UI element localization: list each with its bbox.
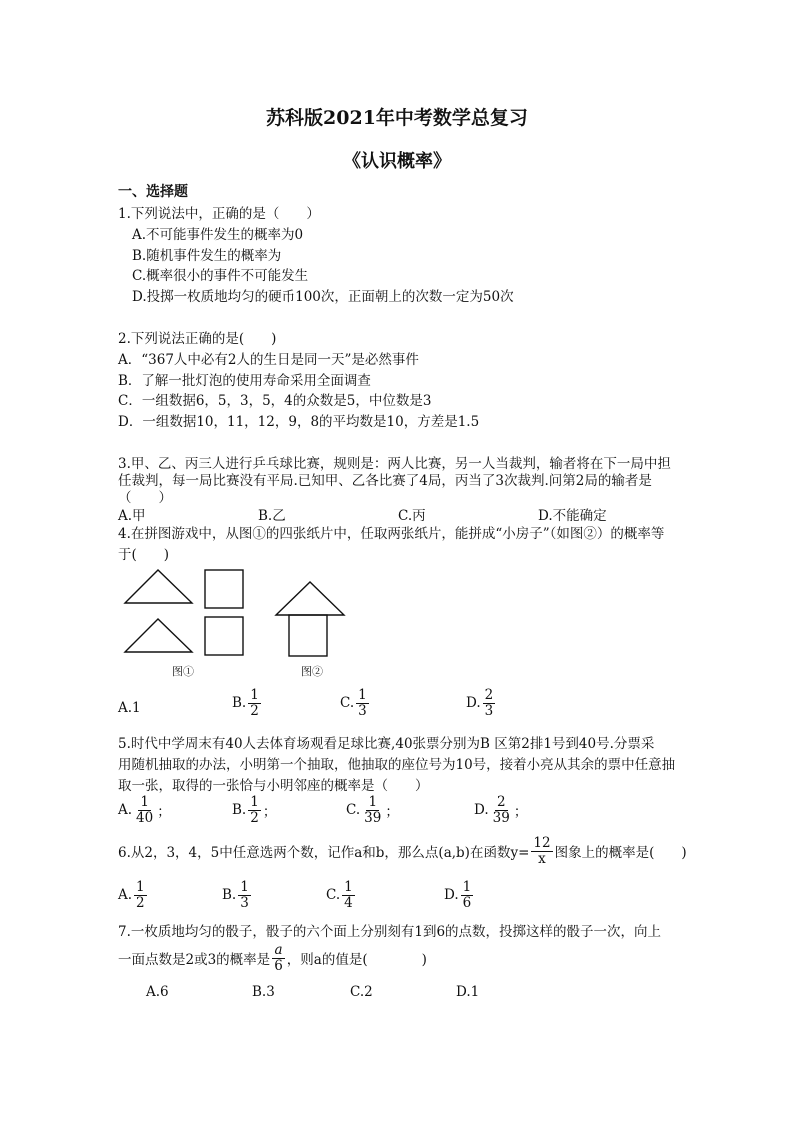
fraction: $\frac{1}{3}$ <box>240 879 249 911</box>
fraction: $\frac{1}{3}$ <box>358 687 367 719</box>
figure-1-caption: 图① <box>172 665 194 678</box>
q7-option-a: A.6 <box>146 984 169 1000</box>
q5-option-b: B. $\frac{1}{2}$ ； <box>232 794 277 826</box>
q6-option-b: B. $\frac{1}{3}$ <box>222 879 249 911</box>
fraction: $\frac{1}{39}$ <box>364 794 382 826</box>
q4-option-d: D. $\frac{2}{3}$ <box>466 687 494 719</box>
q4-option-a: A.1 <box>118 700 141 716</box>
q3-line-2: 任裁判，每一局比赛没有平局.已知甲、乙各比赛了4局，丙当了3次裁判.问第2局的输者是 <box>118 473 652 489</box>
fraction: $\frac{1}{6}$ <box>462 879 472 911</box>
fraction: $\frac{1}{2}$ <box>250 794 259 826</box>
q1-option-c: C.概率很小的事件不可能发生 <box>132 268 309 284</box>
fraction: $\frac{2}{3}$ <box>484 687 494 719</box>
q2-option-b: B．了解一批灯泡的使用寿命采用全面调查 <box>118 373 371 389</box>
page-title: 苏科版2021年中考数学总复习 <box>266 107 528 129</box>
q1-stem: 1.下列说法中，正确的是（ ） <box>118 206 320 222</box>
fraction: $\frac{2}{39}$ <box>492 794 510 826</box>
q7-line-2: 一面点数是2或3的概率是 $\frac{a}{6}$ ，则a的值是( ) <box>118 942 427 974</box>
q5-option-a: A. $\frac{1}{40}$ ； <box>118 794 171 826</box>
q7-option-b: B.3 <box>252 984 275 1000</box>
q2-option-d: D．一组数据10，11，12，9，8的平均数是10，方差是1.5 <box>118 414 480 430</box>
fraction: $\frac{1}{2}$ <box>250 687 259 719</box>
figure-2-house <box>272 570 352 670</box>
house-roof <box>276 582 344 615</box>
q3-line-3: （ ） <box>118 490 172 506</box>
page-subtitle: 《认识概率》 <box>343 151 451 172</box>
figure-2-caption: 图② <box>301 665 323 678</box>
q3-line-1: 3.甲、乙、丙三人进行乒乓球比赛，规则是：两人比赛，另一人当裁判，输者将在下一局中担 <box>118 456 671 472</box>
q5-option-d: D. $\frac{2}{39}$ ； <box>474 794 528 826</box>
square-piece-top <box>205 570 243 608</box>
q2-option-c: C．一组数据6，5，3，5，4的众数是5，中位数是3 <box>118 393 432 409</box>
square-piece-bottom <box>205 617 243 655</box>
fraction: $\frac{1}{40}$ <box>136 794 154 826</box>
fraction: $\frac{a}{6}$ <box>274 942 283 974</box>
triangle-piece-top <box>125 570 192 603</box>
house-body <box>289 615 327 656</box>
q5-line-1: 5.时代中学周末有40人去体育场观看足球比赛,40张票分别为B 区第2排1号到40号.分票采 <box>118 736 655 752</box>
fraction: $\frac{1}{4}$ <box>344 879 353 911</box>
triangle-piece-bottom <box>125 619 192 652</box>
q7-line-1: 7.一枚质地均匀的骰子，骰子的六个面上分别刻有1到6的点数，投掷这样的骰子一次，向上 <box>118 924 662 940</box>
q6-option-a: A. $\frac{1}{2}$ <box>118 879 145 911</box>
q2-option-a: A．“367人中必有2人的生日是同一天”是必然事件 <box>118 352 419 368</box>
q4-line-1: 4.在拼图游戏中，从图①的四张纸片中，任取两张纸片，能拼成“小房子”（如图②）的概率等 <box>118 526 665 542</box>
q6-stem: 6.从2，3，4，5中任意选两个数，记作a和b，那么点(a,b)在函数y= $\frac{12}{x}$ 图象上的概率是( ) <box>118 835 687 867</box>
q2-stem: 2.下列说法正确的是( ) <box>118 331 277 347</box>
q5-option-c: C. $\frac{1}{39}$ ； <box>346 794 399 826</box>
q4-option-c: C. $\frac{1}{3}$ <box>340 687 367 719</box>
q6-option-d: D. $\frac{1}{6}$ <box>444 879 472 911</box>
q1-option-a: A.不可能事件发生的概率为0 <box>132 227 304 243</box>
section-heading: 一、选择题 <box>118 184 188 200</box>
q4-option-b: B. $\frac{1}{2}$ <box>232 687 259 719</box>
q1-option-d: D.投掷一枚质地均匀的硬币100次，正面朝上的次数一定为50次 <box>132 289 514 305</box>
fraction: $\frac{1}{2}$ <box>136 879 145 911</box>
q7-option-c: C.2 <box>350 984 373 1000</box>
q4-line-2: 于( ) <box>118 547 170 563</box>
q3-option-b: B.乙 <box>258 508 286 524</box>
fraction: $\frac{12}{x}$ <box>533 835 551 867</box>
q7-option-d: D.1 <box>456 984 480 1000</box>
q5-line-2: 用随机抽取的办法，小明第一个抽取，他抽取的座位号为10号，接着小亮从其余的票中任意抽 <box>118 757 676 773</box>
figure-1-pieces <box>120 565 250 665</box>
q5-line-3: 取一张，取得的一张恰与小明邻座的概率是（ ） <box>118 778 429 794</box>
q3-option-c: C.丙 <box>398 508 426 524</box>
q1-option-b: B.随机事件发生的概率为 <box>132 248 282 264</box>
q6-option-c: C. $\frac{1}{4}$ <box>326 879 353 911</box>
q3-option-a: A.甲 <box>118 508 146 524</box>
q3-option-d: D.不能确定 <box>538 508 607 524</box>
